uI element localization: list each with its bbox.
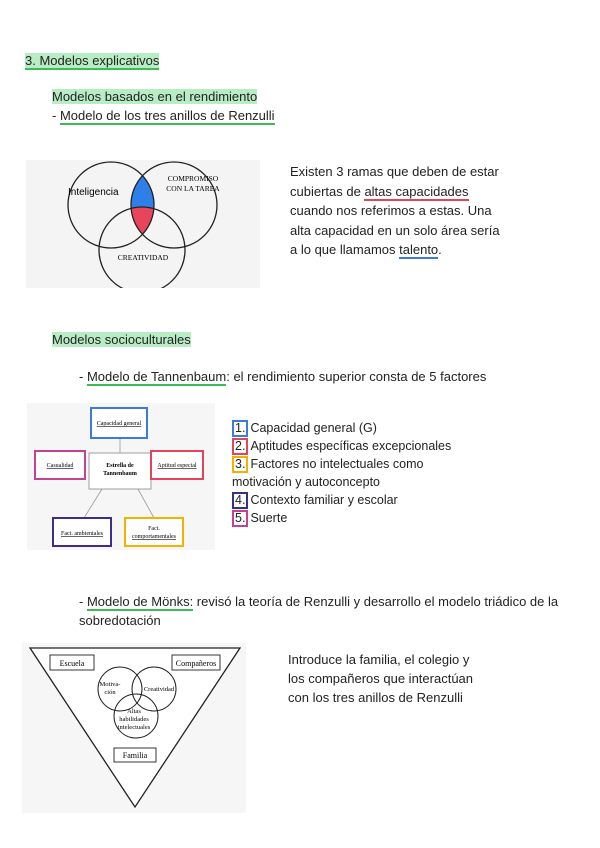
model-renzulli-title: - Modelo de los tres anillos de Renzulli [52,108,275,123]
label-inteligencia: Inteligencia [68,187,119,198]
center-label-2: Tannenbaum [103,471,137,477]
box-fact-comportamentales [125,518,183,546]
label-familia: Familia [122,751,148,760]
label-compromiso-1: COMPROMISO [167,174,219,183]
label-creatividad-monks: Creatividad [143,686,175,693]
model-tannenbaum-title: - Modelo de Tannenbaum: el rendimiento superior consta de 5 factores [79,369,487,384]
label-fact-comp-2: comportamentales [132,534,176,540]
factor-item: 1. Capacidad general (G) [232,419,451,437]
monks-triadic-diagram [22,643,246,813]
label-escuela: Escuela [59,659,85,668]
renzulli-rings-diagram [26,160,260,288]
label-aptitud-especial: Aptitud especial [157,463,197,469]
label-altas-2: habilidades [119,716,149,723]
factor-item: 5. Suerte [232,509,451,527]
factor-item: 3. Factores no intelectuales como [232,455,451,473]
label-creatividad: CREATIVIDAD [117,253,169,262]
label-altas-1: Altas [127,708,141,715]
model-monks-title: - Modelo de Mönks: revisó la teoría de Renzulli y desarrollo el modelo triádico de la sobredotación [79,594,559,628]
label-fact-ambientales: Fact. ambientales [61,531,103,537]
label-compromiso-2: CON LA TAREA [166,184,220,193]
heading-socioculturales: Modelos socioculturales [52,332,191,347]
factors-list [232,419,451,527]
factor-item: 2. Aptitudes específicas excepcionales [232,437,451,455]
renzulli-description: Existen 3 ramas que deben de estar cubiertas de altas capacidades cuando nos referimos a estas. Una alta capacidad en un solo área sería a lo que llamamos talento. [290,164,500,257]
factor-item-continuation: motivación y autoconcepto [232,475,381,489]
label-altas-3: intelectuales [117,724,151,731]
center-label-1: Estrella de [106,463,134,469]
tannenbaum-star-diagram [27,403,215,550]
label-fact-comp-1: Fact. [148,526,160,532]
label-companeros: Compañeros [175,659,217,668]
monks-description: Introduce la familia, el colegio y los compañeros que interactúan con los tres anillos de Renzulli [288,652,474,705]
section-title: 3. Modelos explicativos [25,53,160,68]
label-motivacion-2: ción [104,689,116,696]
label-motivacion-1: Motiva- [99,681,121,688]
factor-item: 4. Contexto familiar y escolar [232,491,451,509]
label-capacidad-general: Capacidad general [96,421,142,427]
heading-rendimiento: Modelos basados en el rendimiento [52,89,258,104]
label-casualidad: Casualidad [46,463,74,469]
